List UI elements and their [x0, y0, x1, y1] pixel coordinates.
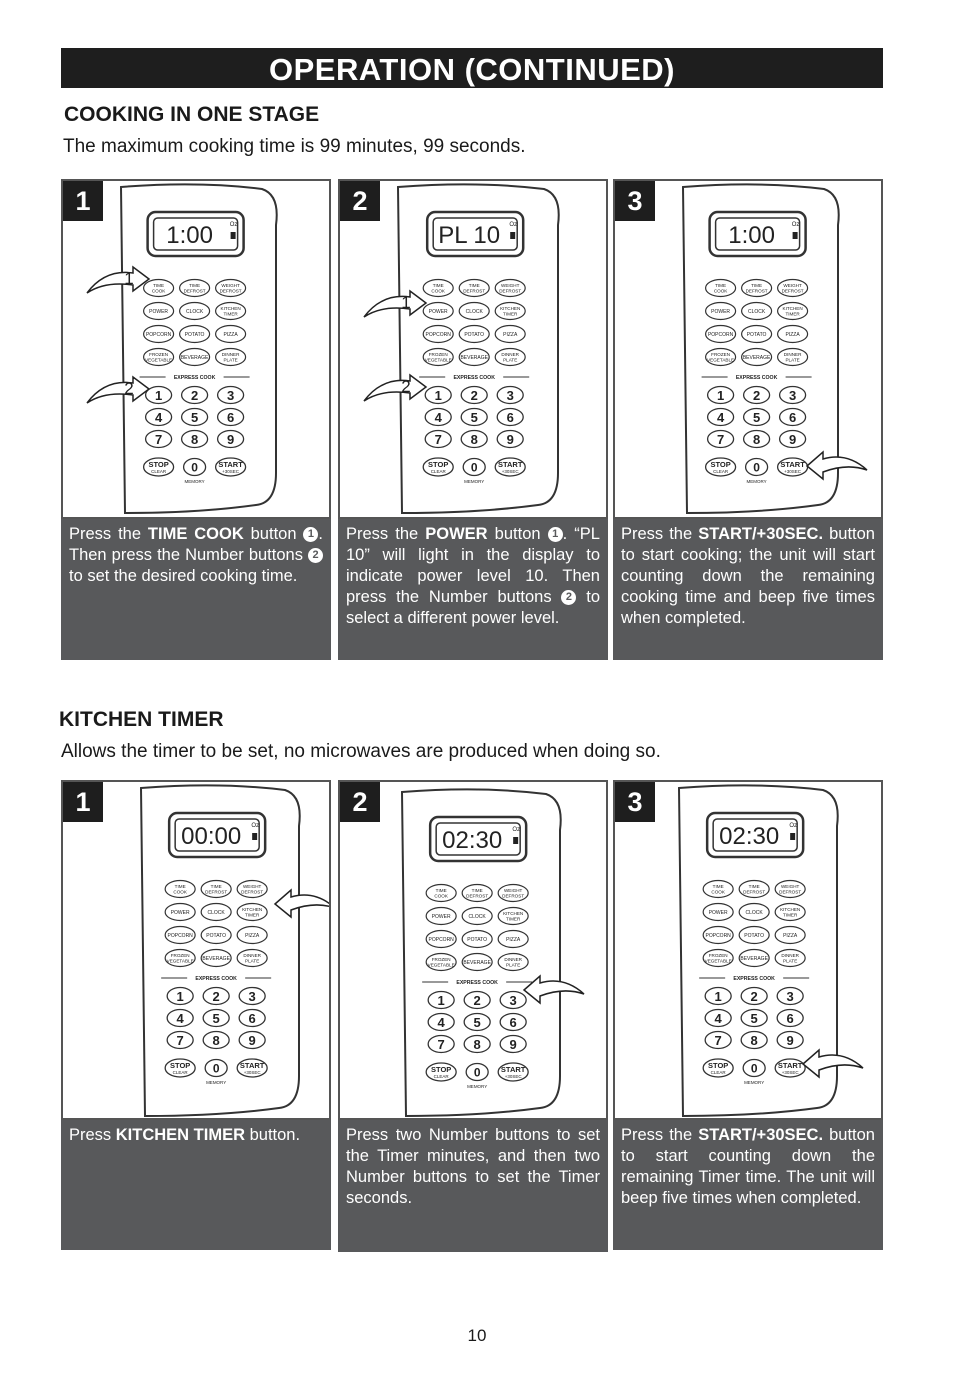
display-readout: 1:00 [166, 222, 213, 249]
express-cook-label: EXPRESS COOK [733, 976, 775, 982]
function-button-label: DEFROST [241, 889, 264, 895]
function-button-label: VEGETABLE [166, 958, 194, 964]
number-button-label: 2 [750, 989, 758, 1004]
number-button-label: 9 [788, 432, 797, 447]
function-button-label: TIMER [223, 311, 238, 317]
number-button-label: 7 [176, 1033, 184, 1048]
function-button-label: TIME [432, 283, 444, 288]
function-button-label: FROZEN [428, 352, 448, 357]
function-button-label: DEFROST [779, 889, 802, 895]
number-button-label: 7 [434, 432, 442, 447]
function-button-label: POTATO [746, 332, 767, 338]
number-button-label: 5 [212, 1011, 220, 1026]
number-button-label: 7 [437, 1037, 445, 1052]
function-button-label: DEFROST [183, 288, 206, 294]
number-button-label: 8 [473, 1037, 481, 1052]
number-button-label: 2 [470, 388, 478, 403]
number-button-label: 3 [786, 989, 794, 1004]
function-button-label: WEIGHT [501, 283, 520, 288]
cooking-step-3-text: Press the START/+30SEC. button to start cooking; the unit will start counting down the remaining cooking time and beep five times when completed. [613, 519, 883, 660]
cooking-step-3-panel [613, 179, 883, 519]
function-button-label: CLOCK [747, 309, 766, 315]
plus30-label: +30SEC [501, 469, 519, 474]
display-readout: 02:30 [719, 823, 780, 850]
function-button-label: WEIGHT [242, 884, 262, 889]
number-button-label: 6 [506, 410, 514, 425]
cooking-step-2-text: Press the POWER button 1 . “PL 10” will light in the display to indicate power level 10. Then press the Number buttons 2 to select a different power level. [338, 519, 608, 660]
function-button-label: POPCORN [707, 332, 734, 338]
function-button-label: FROZEN [711, 352, 731, 357]
function-button-label: PIZZA [506, 937, 521, 943]
number-button-label: 4 [434, 410, 442, 425]
number-button-label: 6 [226, 410, 235, 425]
function-button-label: BEVERAGE [460, 355, 488, 361]
number-button-label: 8 [190, 432, 199, 447]
number-button-label: 7 [154, 432, 163, 447]
function-button-label: PIZZA [785, 332, 800, 338]
function-button-label: BEVERAGE [740, 956, 768, 962]
function-button-label: DEFROST [219, 288, 242, 294]
function-button-label: VEGETABLE [427, 962, 455, 968]
function-button-label: CLOCK [207, 910, 225, 916]
zero-label: 0 [750, 1061, 758, 1076]
zero-label: 0 [470, 460, 478, 475]
keypad-group [364, 184, 559, 513]
number-button-label: 1 [434, 388, 442, 403]
function-button-label: TIME [174, 884, 186, 889]
plus30-label: +30SEC [243, 1070, 261, 1075]
function-button-label: TIME [210, 884, 222, 889]
number-button-label: 2 [212, 989, 220, 1004]
stop-label: STOP [428, 460, 449, 469]
function-button-label: BEVERAGE [202, 956, 230, 962]
function-button-label: DINNER [783, 352, 802, 357]
clear-label: CLEAR [713, 469, 729, 474]
memory-label: MEMORY [746, 479, 767, 484]
function-button-label: CLOCK [465, 309, 483, 315]
indicator-icon [790, 833, 795, 840]
timer-step-2-text: Press two Number buttons to set the Timer minutes, and then two Number buttons to set the Timer seconds. [338, 1120, 608, 1252]
clear-label: CLEAR [430, 469, 446, 474]
step-number: 1 [63, 181, 103, 221]
indicator-icon [793, 232, 798, 239]
express-cook-label: EXPRESS COOK [456, 980, 498, 986]
function-button-label: PIZZA [503, 332, 518, 338]
microwave-control-panel [63, 782, 329, 1118]
number-button-label: 9 [506, 432, 514, 447]
function-button-label: PIZZA [245, 933, 260, 939]
step-number: 2 [340, 181, 380, 221]
page-banner: OPERATION (CONTINUED) [61, 48, 883, 88]
function-button-label: FROZEN [708, 953, 728, 958]
function-button-label: BEVERAGE [180, 355, 209, 361]
function-button-label: CLOCK [185, 309, 204, 315]
start-label: START [777, 1061, 803, 1070]
function-button-label: DEFROST [745, 288, 768, 294]
function-button-label: POWER [708, 910, 728, 916]
display-readout: PL 10 [438, 222, 501, 249]
step-callout-icon: 1 [548, 527, 563, 542]
zero-label: 0 [473, 1065, 481, 1080]
number-button-label: 9 [786, 1033, 794, 1048]
function-button-label: PLATE [783, 958, 798, 964]
function-button-label: DEFROST [743, 889, 766, 895]
number-button-label: 8 [212, 1033, 220, 1048]
function-button-label: POPCORN [145, 332, 172, 338]
step-number: 3 [615, 782, 655, 822]
oz-indicator: Oz [251, 823, 259, 829]
function-button-label: KITCHEN [782, 306, 803, 311]
function-button-label: WEIGHT [780, 884, 800, 889]
function-button-label: POWER [149, 309, 169, 315]
function-button-label: TIME [435, 888, 447, 893]
display-readout: 02:30 [442, 827, 503, 854]
memory-label: MEMORY [744, 1080, 765, 1085]
number-button-label: 2 [752, 388, 761, 403]
function-button-label: WEIGHT [783, 283, 802, 288]
function-button-label: KITCHEN [220, 306, 241, 311]
keypad-group [402, 789, 584, 1116]
step-callout-icon: 2 [308, 548, 323, 563]
cooking-section-subtitle: The maximum cooking time is 99 minutes, 99 seconds. [63, 136, 526, 157]
number-button-label: 6 [788, 410, 797, 425]
timer-step-1-panel [61, 780, 331, 1120]
function-button-label: POPCORN [167, 933, 193, 939]
number-button-label: 4 [154, 410, 163, 425]
function-button-label: PIZZA [223, 332, 238, 338]
function-button-label: PIZZA [783, 933, 798, 939]
function-button-label: POPCORN [428, 937, 454, 943]
function-button-label: TIME [189, 283, 201, 288]
function-button-label: TIME [468, 283, 480, 288]
function-button-label: COOK [173, 889, 187, 895]
memory-label: MEMORY [184, 479, 205, 484]
indicator-icon [252, 833, 257, 840]
function-button-label: FROZEN [170, 953, 190, 958]
function-button-label: TIME [153, 283, 165, 288]
function-button-label: TIME [748, 884, 760, 889]
function-button-label: WEIGHT [503, 888, 523, 893]
number-button-label: 6 [248, 1011, 256, 1026]
stop-label: STOP [170, 1061, 191, 1070]
indicator-icon [231, 232, 236, 239]
number-button-label: 1 [154, 388, 163, 403]
cooking-section-title: COOKING IN ONE STAGE [64, 103, 320, 126]
number-button-label: 5 [190, 410, 199, 425]
stop-label: STOP [148, 460, 169, 469]
display-readout: 1:00 [728, 222, 775, 249]
function-button-label: TIMER [785, 311, 800, 317]
keypad-group [679, 785, 863, 1116]
function-button-label: PLATE [785, 357, 800, 363]
number-button-label: 2 [190, 388, 199, 403]
indicator-icon [513, 837, 518, 844]
stop-label: STOP [708, 1061, 729, 1070]
function-button-label: POPCORN [425, 332, 451, 338]
function-button-label: DEFROST [499, 288, 522, 294]
number-button-label: 1 [716, 388, 725, 403]
stop-label: STOP [431, 1065, 452, 1074]
start-label: START [239, 1061, 265, 1070]
number-button-label: 3 [788, 388, 797, 403]
function-button-label: WEIGHT [221, 283, 240, 288]
number-button-label: 7 [716, 432, 725, 447]
function-button-label: PLATE [223, 357, 238, 363]
function-button-label: FROZEN [149, 352, 169, 357]
number-button-label: 5 [752, 410, 761, 425]
number-button-label: 9 [509, 1037, 517, 1052]
function-button-label: COOK [431, 288, 445, 294]
microwave-control-panel [340, 782, 606, 1118]
arrow-callout-number: 1 [401, 293, 411, 312]
step-number: 2 [340, 782, 380, 822]
keypad-group [683, 184, 867, 513]
function-button-label: DINNER [781, 953, 799, 958]
number-button-label: 4 [714, 1011, 722, 1026]
clear-label: CLEAR [710, 1070, 726, 1075]
step-number: 3 [615, 181, 655, 221]
function-button-label: DEFROST [781, 288, 804, 294]
function-button-label: KITCHEN [780, 907, 801, 912]
memory-label: MEMORY [464, 479, 485, 484]
number-button-label: 7 [714, 1033, 722, 1048]
clear-label: CLEAR [172, 1070, 188, 1075]
keypad-group [87, 184, 277, 513]
memory-label: MEMORY [206, 1080, 227, 1085]
number-button-label: 1 [714, 989, 722, 1004]
number-button-label: 5 [470, 410, 478, 425]
stop-label: STOP [710, 460, 731, 469]
plus30-label: +30SEC [781, 1070, 799, 1075]
start-label: START [500, 1065, 526, 1074]
function-button-label: PLATE [506, 962, 521, 968]
step-number: 1 [63, 782, 103, 822]
number-button-label: 9 [248, 1033, 256, 1048]
function-button-label: BEVERAGE [463, 960, 491, 966]
plus30-label: +30SEC [784, 469, 802, 474]
microwave-control-panel [63, 181, 329, 517]
timer-step-1-text: Press KITCHEN TIMER button. [61, 1120, 331, 1250]
number-button-label: 5 [473, 1015, 481, 1030]
express-cook-label: EXPRESS COOK [195, 976, 237, 982]
function-button-label: VEGETABLE [707, 357, 735, 363]
timer-section-title: KITCHEN TIMER [59, 708, 224, 731]
number-button-label: 2 [473, 993, 481, 1008]
oz-indicator: Oz [229, 222, 238, 228]
number-button-label: 4 [716, 410, 725, 425]
zero-label: 0 [191, 460, 198, 475]
function-button-label: DINNER [504, 957, 522, 962]
step-callout-icon: 2 [561, 590, 576, 605]
function-button-label: TIMER [245, 912, 260, 918]
function-button-label: DINNER [243, 953, 261, 958]
number-button-label: 6 [786, 1011, 794, 1026]
oz-indicator: Oz [791, 222, 800, 228]
timer-step-3-panel [613, 780, 883, 1120]
cooking-step-1-panel [61, 179, 331, 519]
function-button-label: POWER [711, 309, 731, 315]
function-button-label: BEVERAGE [742, 355, 771, 361]
function-button-label: DINNER [221, 352, 240, 357]
keypad-group [141, 785, 329, 1116]
timer-step-2-panel [338, 780, 608, 1120]
step-callout-icon: 1 [303, 527, 318, 542]
number-button-label: 4 [437, 1015, 445, 1030]
function-button-label: COOK [151, 288, 166, 294]
start-label: START [218, 460, 243, 469]
function-button-label: TIME [751, 283, 763, 288]
function-button-label: KITCHEN [500, 306, 521, 311]
function-button-label: POWER [431, 914, 451, 920]
number-button-label: 3 [506, 388, 514, 403]
function-button-label: TIME [471, 888, 483, 893]
number-button-label: 3 [226, 388, 235, 403]
function-button-label: POPCORN [705, 933, 731, 939]
function-button-label: POTATO [184, 332, 205, 338]
arrow-callout-number: 2 [124, 379, 134, 398]
function-button-label: KITCHEN [242, 907, 263, 912]
express-cook-label: EXPRESS COOK [735, 375, 778, 381]
function-button-label: DEFROST [205, 889, 228, 895]
microwave-control-panel [615, 782, 881, 1118]
number-button-label: 8 [752, 432, 761, 447]
function-button-label: PLATE [245, 958, 260, 964]
function-button-label: CLOCK [745, 910, 763, 916]
function-button-label: TIMER [506, 916, 521, 922]
function-button-label: POWER [170, 910, 190, 916]
function-button-label: TIME [715, 283, 727, 288]
function-button-label: COOK [434, 893, 448, 899]
function-button-label: VEGETABLE [145, 357, 173, 363]
memory-label: MEMORY [467, 1084, 488, 1089]
number-button-label: 3 [509, 993, 517, 1008]
oz-indicator: Oz [789, 823, 797, 829]
function-button-label: VEGETABLE [424, 357, 452, 363]
function-button-label: POTATO [467, 937, 488, 943]
timer-section-subtitle: Allows the timer to be set, no microwaves are produced when doing so. [61, 741, 661, 762]
number-button-label: 6 [509, 1015, 517, 1030]
function-button-label: DEFROST [502, 893, 525, 899]
function-button-label: VEGETABLE [704, 958, 732, 964]
function-button-label: FROZEN [431, 957, 451, 962]
microwave-control-panel [615, 181, 881, 517]
function-button-label: COOK [713, 288, 728, 294]
page-number: 10 [467, 1326, 487, 1345]
cooking-step-2-panel [338, 179, 608, 519]
plus30-label: +30SEC [504, 1074, 522, 1079]
function-button-label: PLATE [503, 357, 518, 363]
arrow-callout-number: 1 [124, 269, 134, 288]
number-button-label: 3 [248, 989, 256, 1004]
clear-label: CLEAR [433, 1074, 449, 1079]
clear-label: CLEAR [151, 469, 167, 474]
number-button-label: 9 [226, 432, 235, 447]
display-readout: 00:00 [181, 823, 242, 850]
number-button-label: 8 [750, 1033, 758, 1048]
function-button-label: KITCHEN [503, 911, 524, 916]
microwave-control-panel [340, 181, 606, 517]
function-button-label: CLOCK [468, 914, 486, 920]
start-label: START [497, 460, 523, 469]
function-button-label: POTATO [744, 933, 765, 939]
function-button-label: POTATO [206, 933, 227, 939]
function-button-label: DEFROST [466, 893, 489, 899]
function-button-label: POWER [428, 309, 448, 315]
indicator-icon [510, 232, 515, 239]
start-label: START [780, 460, 805, 469]
function-button-label: TIMER [503, 311, 518, 317]
oz-indicator: Oz [509, 222, 518, 228]
arrow-callout-number: 2 [401, 377, 411, 396]
number-button-label: 1 [437, 993, 445, 1008]
express-cook-label: EXPRESS COOK [453, 375, 495, 381]
number-button-label: 5 [750, 1011, 758, 1026]
timer-step-3-text: Press the START/+30SEC. button to start counting down the remaining Timer time. The unit will beep five times when completed. [613, 1120, 883, 1250]
express-cook-label: EXPRESS COOK [173, 375, 216, 381]
oz-indicator: Oz [512, 827, 520, 833]
number-button-label: 8 [470, 432, 478, 447]
function-button-label: DINNER [501, 352, 520, 357]
number-button-label: 1 [176, 989, 184, 1004]
function-button-label: DEFROST [463, 288, 486, 294]
function-button-label: POTATO [464, 332, 485, 338]
function-button-label: TIME [712, 884, 724, 889]
cooking-step-1-text: Press the TIME COOK button 1 . Then press the Number buttons 2 to set the desired cooking time. [61, 519, 331, 660]
number-button-label: 4 [176, 1011, 184, 1026]
function-button-label: COOK [711, 889, 725, 895]
zero-label: 0 [753, 460, 760, 475]
function-button-label: TIMER [783, 912, 798, 918]
zero-label: 0 [212, 1061, 220, 1076]
plus30-label: +30SEC [222, 469, 240, 474]
